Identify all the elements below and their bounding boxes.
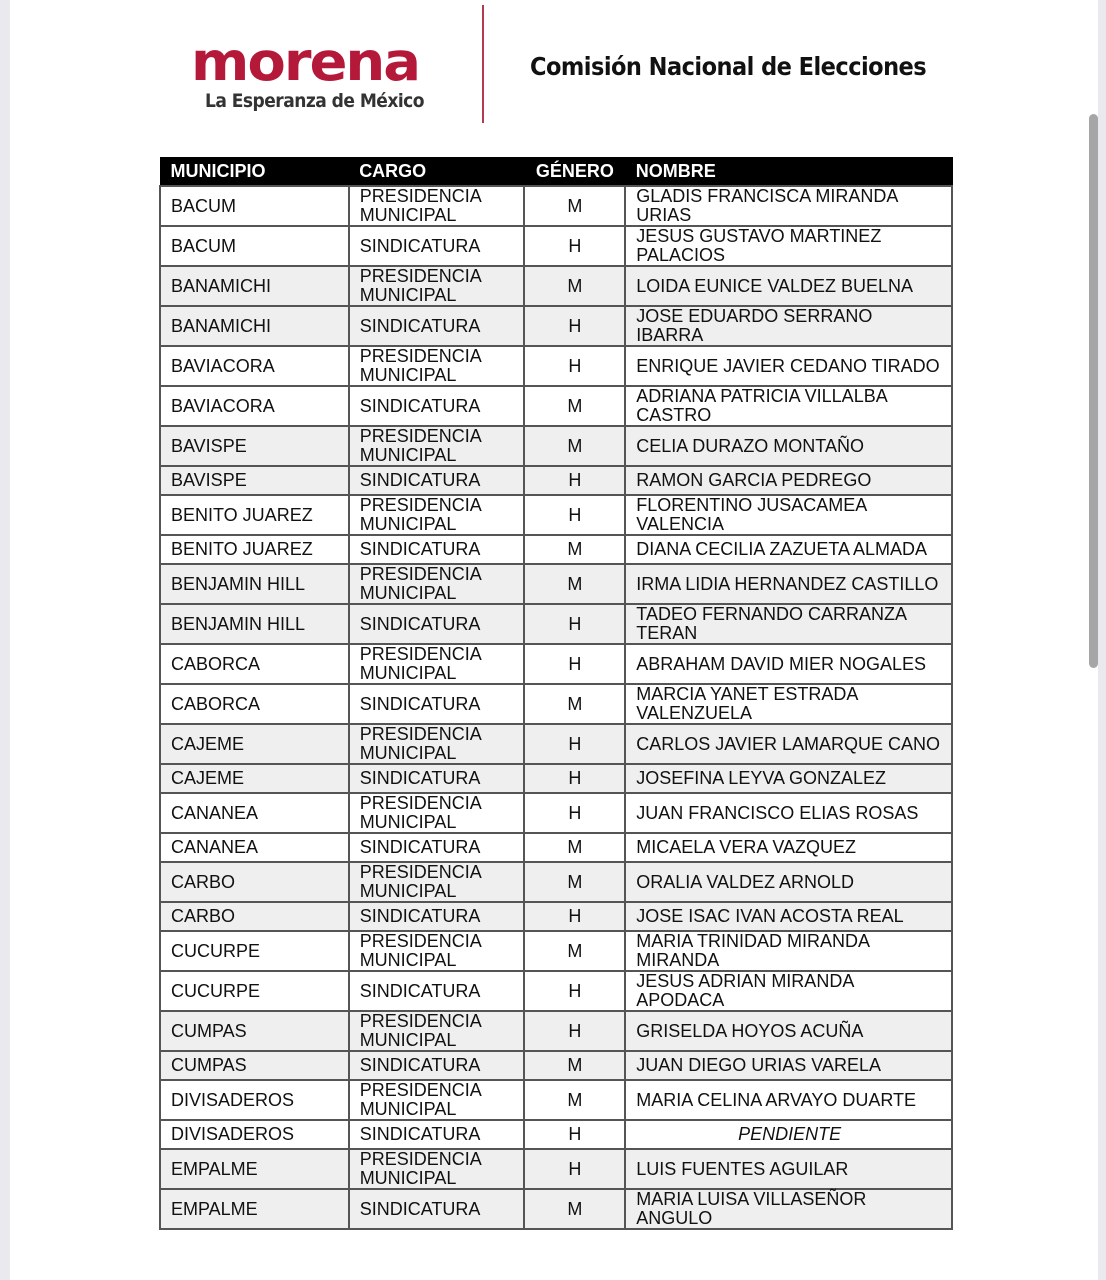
nombre-cell: MARIA CELINA ARVAYO DUARTE — [625, 1080, 952, 1120]
cargo-cell: SINDICATURA — [349, 466, 525, 495]
genero-cell: H — [524, 306, 625, 346]
genero-cell: H — [524, 764, 625, 793]
genero-cell: H — [524, 971, 625, 1011]
table-row — [160, 466, 952, 495]
nombre-cell: MARCIA YANET ESTRADA VALENZUELA — [625, 684, 952, 724]
municipio-cell: DIVISADEROS — [160, 1080, 349, 1120]
cargo-cell: PRESIDENCIA MUNICIPAL — [349, 1149, 525, 1189]
municipio-cell: BAVISPE — [160, 466, 349, 495]
cargo-cell: SINDICATURA — [349, 386, 525, 426]
table-row — [160, 793, 952, 833]
column-header-cargo: CARGO — [349, 158, 525, 187]
genero-cell: M — [524, 1051, 625, 1080]
municipio-cell: BAVIACORA — [160, 386, 349, 426]
table-row — [160, 266, 952, 306]
municipio-cell: CABORCA — [160, 644, 349, 684]
municipio-cell: CANANEA — [160, 833, 349, 862]
commission-title: Comisión Nacional de Elecciones — [530, 52, 927, 81]
table-row — [160, 684, 952, 724]
nombre-cell: LUIS FUENTES AGUILAR — [625, 1149, 952, 1189]
nombre-cell: LOIDA EUNICE VALDEZ BUELNA — [625, 266, 952, 306]
table-row — [160, 764, 952, 793]
table-row — [160, 902, 952, 931]
municipio-cell: CAJEME — [160, 724, 349, 764]
municipio-cell: CUMPAS — [160, 1011, 349, 1051]
nombre-cell: ENRIQUE JAVIER CEDANO TIRADO — [625, 346, 952, 386]
genero-cell: H — [524, 466, 625, 495]
municipio-cell: BAVISPE — [160, 426, 349, 466]
column-header-nombre: NOMBRE — [625, 158, 952, 187]
nombre-cell: JOSEFINA LEYVA GONZALEZ — [625, 764, 952, 793]
table-header-row — [160, 158, 952, 187]
nombre-cell: JOSE EDUARDO SERRANO IBARRA — [625, 306, 952, 346]
municipio-cell: BENJAMIN HILL — [160, 564, 349, 604]
genero-cell: M — [524, 833, 625, 862]
nombre-cell: TADEO FERNANDO CARRANZA TERAN — [625, 604, 952, 644]
cargo-cell: SINDICATURA — [349, 971, 525, 1011]
nombre-cell: ADRIANA PATRICIA VILLALBA CASTRO — [625, 386, 952, 426]
nombre-cell: ABRAHAM DAVID MIER NOGALES — [625, 644, 952, 684]
genero-cell: H — [524, 604, 625, 644]
nombre-cell: PENDIENTE — [625, 1120, 952, 1149]
table-row — [160, 386, 952, 426]
nombre-cell: CELIA DURAZO MONTAÑO — [625, 426, 952, 466]
cargo-cell: PRESIDENCIA MUNICIPAL — [349, 426, 525, 466]
cargo-cell: SINDICATURA — [349, 604, 525, 644]
nombre-cell: CARLOS JAVIER LAMARQUE CANO — [625, 724, 952, 764]
genero-cell: M — [524, 426, 625, 466]
scrollbar-thumb[interactable] — [1089, 114, 1098, 668]
municipio-cell: CUCURPE — [160, 931, 349, 971]
genero-cell: M — [524, 1189, 625, 1229]
nombre-cell: GLADIS FRANCISCA MIRANDA URIAS — [625, 186, 952, 226]
genero-cell: M — [524, 186, 625, 226]
cargo-cell: PRESIDENCIA MUNICIPAL — [349, 564, 525, 604]
genero-cell: M — [524, 862, 625, 902]
candidates-table — [159, 157, 953, 1230]
cargo-cell: SINDICATURA — [349, 535, 525, 564]
municipio-cell: CANANEA — [160, 793, 349, 833]
genero-cell: H — [524, 1120, 625, 1149]
genero-cell: M — [524, 535, 625, 564]
morena-logo: morena — [191, 31, 420, 94]
table-row — [160, 1149, 952, 1189]
nombre-cell: JUAN FRANCISCO ELIAS ROSAS — [625, 793, 952, 833]
genero-cell: H — [524, 226, 625, 266]
cargo-cell: PRESIDENCIA MUNICIPAL — [349, 931, 525, 971]
nombre-cell: MICAELA VERA VAZQUEZ — [625, 833, 952, 862]
nombre-cell: ORALIA VALDEZ ARNOLD — [625, 862, 952, 902]
genero-cell: H — [524, 644, 625, 684]
table-row — [160, 604, 952, 644]
genero-cell: M — [524, 684, 625, 724]
nombre-cell: JOSE ISAC IVAN ACOSTA REAL — [625, 902, 952, 931]
cargo-cell: PRESIDENCIA MUNICIPAL — [349, 186, 525, 226]
genero-cell: M — [524, 266, 625, 306]
municipio-cell: BACUM — [160, 186, 349, 226]
nombre-cell: JESUS GUSTAVO MARTINEZ PALACIOS — [625, 226, 952, 266]
table-row — [160, 426, 952, 466]
table-row — [160, 833, 952, 862]
column-header-genero: GÉNERO — [524, 158, 625, 187]
cargo-cell: PRESIDENCIA MUNICIPAL — [349, 266, 525, 306]
table-row — [160, 862, 952, 902]
genero-cell: H — [524, 1149, 625, 1189]
nombre-cell: FLORENTINO JUSACAMEA VALENCIA — [625, 495, 952, 535]
genero-cell: H — [524, 1011, 625, 1051]
municipio-cell: CAJEME — [160, 764, 349, 793]
municipio-cell: CABORCA — [160, 684, 349, 724]
nombre-cell: JUAN DIEGO URIAS VARELA — [625, 1051, 952, 1080]
nombre-cell: MARIA TRINIDAD MIRANDA MIRANDA — [625, 931, 952, 971]
municipio-cell: BANAMICHI — [160, 306, 349, 346]
genero-cell: M — [524, 1080, 625, 1120]
cargo-cell: SINDICATURA — [349, 1051, 525, 1080]
table-row — [160, 724, 952, 764]
genero-cell: H — [524, 902, 625, 931]
genero-cell: H — [524, 793, 625, 833]
cargo-cell: SINDICATURA — [349, 833, 525, 862]
municipio-cell: BENJAMIN HILL — [160, 604, 349, 644]
cargo-cell: SINDICATURA — [349, 1120, 525, 1149]
cargo-cell: PRESIDENCIA MUNICIPAL — [349, 724, 525, 764]
municipio-cell: EMPALME — [160, 1189, 349, 1229]
cargo-cell: SINDICATURA — [349, 1189, 525, 1229]
municipio-cell: CUMPAS — [160, 1051, 349, 1080]
municipio-cell: BACUM — [160, 226, 349, 266]
table-row — [160, 564, 952, 604]
table-row — [160, 495, 952, 535]
genero-cell: H — [524, 346, 625, 386]
table-row — [160, 1080, 952, 1120]
municipio-cell: BENITO JUAREZ — [160, 535, 349, 564]
table-row — [160, 971, 952, 1011]
nombre-cell: GRISELDA HOYOS ACUÑA — [625, 1011, 952, 1051]
cargo-cell: SINDICATURA — [349, 684, 525, 724]
cargo-cell: PRESIDENCIA MUNICIPAL — [349, 644, 525, 684]
table-row — [160, 346, 952, 386]
genero-cell: M — [524, 386, 625, 426]
table-row — [160, 1011, 952, 1051]
nombre-cell: DIANA CECILIA ZAZUETA ALMADA — [625, 535, 952, 564]
cargo-cell: SINDICATURA — [349, 306, 525, 346]
cargo-cell: PRESIDENCIA MUNICIPAL — [349, 495, 525, 535]
genero-cell: M — [524, 564, 625, 604]
table-row — [160, 644, 952, 684]
cargo-cell: PRESIDENCIA MUNICIPAL — [349, 1080, 525, 1120]
logo-tagline: La Esperanza de México — [205, 90, 424, 112]
cargo-cell: PRESIDENCIA MUNICIPAL — [349, 862, 525, 902]
column-header-municipio: MUNICIPIO — [160, 158, 349, 187]
table-row — [160, 535, 952, 564]
cargo-cell: PRESIDENCIA MUNICIPAL — [349, 346, 525, 386]
header-divider — [482, 5, 484, 123]
table-row — [160, 186, 952, 226]
municipio-cell: CARBO — [160, 902, 349, 931]
table-row — [160, 1051, 952, 1080]
cargo-cell: SINDICATURA — [349, 764, 525, 793]
nombre-cell: RAMON GARCIA PEDREGO — [625, 466, 952, 495]
table-row — [160, 1189, 952, 1229]
municipio-cell: BANAMICHI — [160, 266, 349, 306]
table-row — [160, 931, 952, 971]
genero-cell: H — [524, 724, 625, 764]
genero-cell: M — [524, 931, 625, 971]
table-row — [160, 226, 952, 266]
nombre-cell: IRMA LIDIA HERNANDEZ CASTILLO — [625, 564, 952, 604]
table-body — [160, 186, 952, 1229]
cargo-cell: PRESIDENCIA MUNICIPAL — [349, 1011, 525, 1051]
municipio-cell: EMPALME — [160, 1149, 349, 1189]
cargo-cell: PRESIDENCIA MUNICIPAL — [349, 793, 525, 833]
municipio-cell: CUCURPE — [160, 971, 349, 1011]
municipio-cell: CARBO — [160, 862, 349, 902]
genero-cell: H — [524, 495, 625, 535]
table-row — [160, 1120, 952, 1149]
table-row — [160, 306, 952, 346]
cargo-cell: SINDICATURA — [349, 902, 525, 931]
municipio-cell: BENITO JUAREZ — [160, 495, 349, 535]
municipio-cell: BAVIACORA — [160, 346, 349, 386]
nombre-cell: JESUS ADRIAN MIRANDA APODACA — [625, 971, 952, 1011]
municipio-cell: DIVISADEROS — [160, 1120, 349, 1149]
cargo-cell: SINDICATURA — [349, 226, 525, 266]
nombre-cell: MARIA LUISA VILLASEÑOR ANGULO — [625, 1189, 952, 1229]
